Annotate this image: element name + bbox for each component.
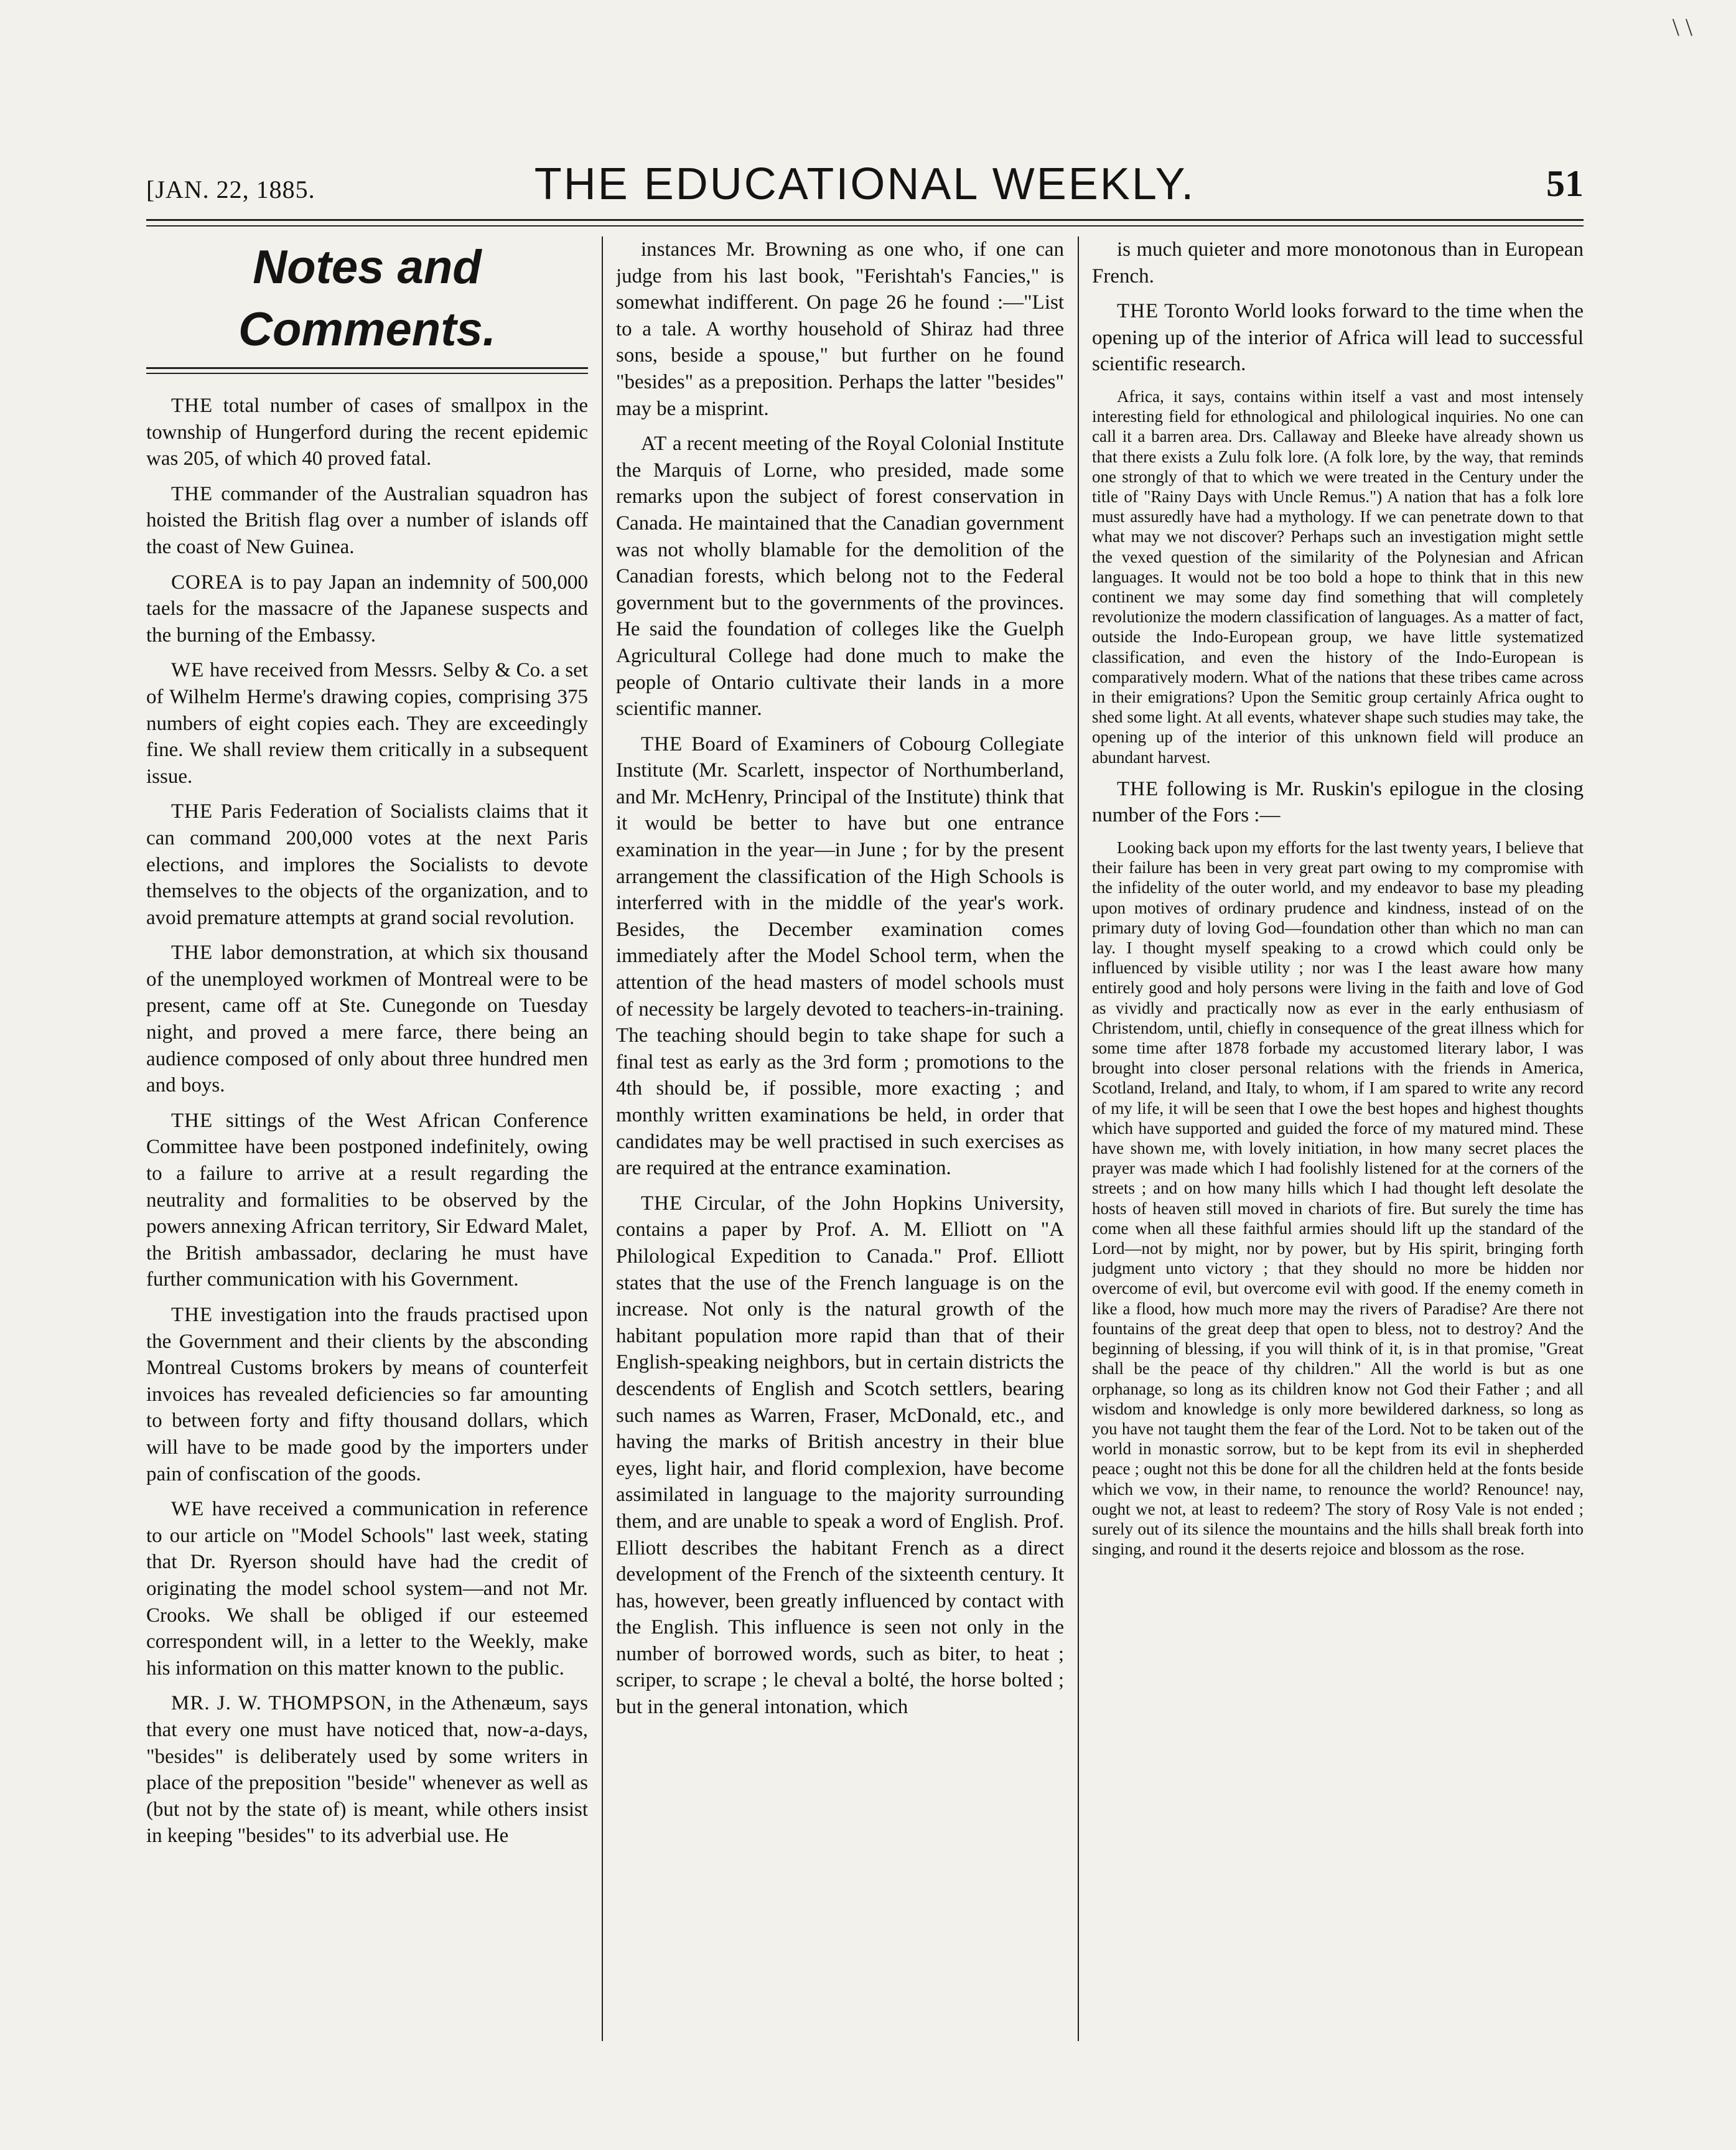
article-paragraph bbox=[616, 1190, 1064, 1721]
issue-date: [JAN. 22, 1885. bbox=[146, 175, 315, 203]
paragraph-lead: THE bbox=[171, 942, 213, 965]
article-paragraph bbox=[1092, 236, 1584, 289]
paragraph-text: is to pay Japan an indemnity of 500,000 taels for the massacre of the Japanese suspects and the burning of the Embassy. bbox=[146, 571, 588, 647]
article-paragraph bbox=[616, 731, 1064, 1182]
column-1 bbox=[146, 236, 588, 2103]
article-paragraph bbox=[146, 1108, 588, 1293]
paragraph-lead: THE bbox=[171, 395, 213, 417]
paragraph-text: have received a communication in reference to our article on "Model Schools" last week, stating that Dr. Ryerson should have had the credit of originating the model school system—and not Mr. Crooks. We shall be obliged if our esteemed correspondent will, in a letter to the Weekly, make his information on this matter known to the public. bbox=[146, 1498, 588, 1680]
article-paragraph bbox=[146, 657, 588, 790]
paragraph-text: in the Athenæum, says that every one must have noticed that, now-a-days, "besides" is deliberately used by some writers in place of the preposition "beside" whenever as well as (but not by the state of) is meant, while others insist in keeping "besides" to its adverbial use. He bbox=[146, 1692, 588, 1848]
paragraph-text: investigation into the frauds practised upon the Government and their clients by the absconding Montreal Customs brokers by means of counterfeit invoices has revealed deficiencies so far amounting to between forty and fifty thousand dollars, which will have to be made good by the importers under pain of confiscation of the goods. bbox=[146, 1304, 588, 1485]
article-paragraph bbox=[1092, 298, 1584, 378]
paragraph-text: instances Mr. Browning as one who, if one can judge from his last book, "Ferishtah's Fancies," is somewhat indifferent. On page 26 he found :—"List to a tale. A worthy household of Shiraz had three sons, beside a spouse," but further on he found "besides" as a preposition. Perhaps the latter "besides" may be a misprint. bbox=[616, 238, 1064, 420]
column-2 bbox=[616, 236, 1064, 2103]
column-1-body bbox=[146, 393, 588, 1849]
paragraph-text: is much quieter and more monotonous than in European French. bbox=[1092, 238, 1584, 287]
paragraph-lead: THE bbox=[171, 482, 213, 505]
section-heading: Notes and Comments. bbox=[146, 236, 588, 369]
paragraph-text: commander of the Australian squadron has hoisted the British flag over a number of islands off the coast of New Guinea. bbox=[146, 482, 588, 558]
article-paragraph bbox=[146, 481, 588, 561]
paragraph-lead: THE bbox=[1117, 300, 1159, 323]
column-divider bbox=[1078, 236, 1079, 2041]
paragraph-lead: WE bbox=[171, 1498, 205, 1521]
paragraph-text: following is Mr. Ruskin's epilogue in the closing number of the Fors :— bbox=[1092, 777, 1584, 827]
column-3-body bbox=[1092, 236, 1584, 378]
paragraph-lead: AT bbox=[641, 432, 668, 456]
paragraph-lead: COREA bbox=[171, 571, 244, 594]
article-paragraph bbox=[616, 236, 1064, 422]
paragraph-lead: THE bbox=[171, 1304, 213, 1326]
article-paragraph bbox=[146, 940, 588, 1099]
paragraph-lead: THE bbox=[171, 1109, 213, 1132]
paragraph-text: a recent meeting of the Royal Colonial Institute the Marquis of Lorne, who presided, made some remarks upon the subject of forest conservation in Canada. He maintained that the Canadian government was not wholly blamable for the demolition of the Canadian forests, which belong not to the Federal government but to the governments of the provinces. He said the foundation of colleges like the Guelph Agricultural College had done much to make the people of Ontario cultivate their lands in a more scientific manner. bbox=[616, 432, 1064, 721]
article-paragraph bbox=[616, 431, 1064, 722]
article-paragraph bbox=[146, 798, 588, 931]
page-number: 51 bbox=[1546, 163, 1584, 204]
corner-marks: \ \ bbox=[1672, 13, 1692, 41]
column-2-body bbox=[616, 236, 1064, 1721]
paragraph-text: sittings of the West African Conference Committee have been postponed indefinitely, owing to a failure to arrive at a result regarding the neutrality and formalities to be observed by the powers annexing African territory, Sir Edward Malet, the British ambassador, declaring he must have further communication with his Government. bbox=[146, 1109, 588, 1291]
article-paragraph bbox=[146, 393, 588, 472]
africa-quote: Africa, it says, contains within itself a vast and most intensely interesting field for ethnological and philological inquiries. No one can call it a barren area. Drs. Callaway and Bleeke have already shown us that there exists a Zulu folk lore. (A folk lore, by the way, that reminds one strongly of that to which we were treated in the Century under the title of "Rainy Days with Uncle Remus.") A nation that has a folk lore must assuredly have had a mythology. If we can penetrate down to that what may we not discover? Perhaps such an investigation might settle the vexed question of the similarity of the Polynesian and African languages. It would not be too bold a hope to think that in this new continent we may some day find something that will completely revolutionize the modern classification of languages. As a matter of fact, outside the Indo-European group, we have little systematized classification, and even the history of the Indo-European is comparatively modern. What of the nations that these tribes came across in their emigrations? Upon the Semitic group certainly Africa ought to shed some light. At all events, whatever shape such studies may take, the opening up of the interior of this unknown field will produce an abundant harvest. bbox=[1092, 386, 1584, 767]
page-header bbox=[146, 159, 1584, 215]
paragraph-text: Toronto World looks forward to the time when the opening up of the interior of Africa will lead to successful scientific research. bbox=[1092, 300, 1584, 376]
heading-rule bbox=[146, 373, 588, 374]
ruskin-quote: Looking back upon my efforts for the last twenty years, I believe that their failure has been in very great part owing to my compromise with the infidelity of the outer world, and my endeavor to base my pleading upon motives of ordinary prudence and kindness, instead of on the primary duty of loving God—foundation other than which no man can lay. I thought myself speaking to a crowd which could only be influenced by visible utility ; nor was I the least aware how many entirely good and holy persons were living in the faith and love of God as vividly and practically now as ever in the early enthusiasm of Christendom, until, chiefly in consequence of the great illness which for some time after 1878 forbade my accustomed literary labor, I was brought into closer personal relations with the friends in America, Scotland, Ireland, and Italy, to whom, if I am spared to write any record of my life, it will be seen that I owe the best hopes and highest thoughts which have supported and guided the force of my matured mind. These have shown me, with lovely initiation, in how many secret places the prayer was made which I had foolishly listened for at the corners of the streets ; and on how many hills which I had thought left desolate the hosts of heaven still moved in chariots of fire. But surely the time has come when all these faithful armies should lift up the standard of the Lord—not by might, nor by power, but by His spirit, bringing forth judgment unto victory ; that they should no more be hidden nor overcome of evil, but overcome evil with good. If the enemy cometh in like a flood, how much more may the rivers of Paradise? Are there not fountains of the great deep that open to bless, not to destroy? And the beginning of blessing, if you will think of it, is in that promise, "Great shall be the peace of thy children." All the world is but as one orphanage, so long as its children know not God their Father ; and all wisdom and knowledge is only more bewildered darkness, so long as you have not taught them the fear of the Lord. Not to be taken out of the world in monastic sorrow, but to be kept from its evil in shepherded peace ; ought not this be done for all the children held at the fonts beside which we vow, in their name, to renounce the world? Renounce! nay, ought we not, at least to redeem? The story of Rosy Vale is not ended ; surely out of its silence the mountains and the hills shall break forth into singing, and round it the deserts rejoice and blossom as the rose. bbox=[1092, 838, 1584, 1559]
paragraph-lead: MR. J. W. THOMPSON, bbox=[171, 1692, 393, 1715]
column-divider bbox=[602, 236, 603, 2041]
header-rule-secondary bbox=[146, 225, 1584, 227]
paragraph-text: labor demonstration, at which six thousand of the unemployed workmen of Montreal were to be present, came off at Ste. Cunegonde on Tuesday night, and proved a mere farce, there being an audience composed of only about three hundred men and boys. bbox=[146, 942, 588, 1097]
publication-title: THE EDUCATIONAL WEEKLY. bbox=[534, 159, 1196, 209]
paragraph-lead: THE bbox=[1117, 777, 1159, 800]
column-3 bbox=[1092, 236, 1584, 2103]
paragraph-lead: THE bbox=[641, 732, 683, 755]
header-rule bbox=[146, 219, 1584, 221]
paragraph-text: Paris Federation of Socialists claims that it can command 200,000 votes at the next Paris elections, and implores the Socialists to devote themselves to the objects of the organization, and to avoid premature attempts at grand social revolution. bbox=[146, 800, 588, 929]
article-paragraph bbox=[146, 569, 588, 649]
ruskin-intro bbox=[1092, 776, 1584, 829]
article-paragraph bbox=[146, 1690, 588, 1849]
article-paragraph bbox=[146, 1302, 588, 1487]
paragraph-text: Circular, of the John Hopkins University, contains a paper by Prof. A. M. Elliott on "A Philological Expedition to Canada." Prof. Elliott states that the use of the French language is on the increase. Not only is the natural growth of the habitant population more rapid than that of their English-speaking neighbors, but in certain districts the descendents of English and Scotch settlers, bearing such names as Warren, Fraser, McDonald, etc., and having the marks of British ancestry in their blue eyes, light hair, and florid complexion, have become assimilated in language to the majority surrounding them, and are unable to speak a word of English. Prof. Elliott describes the habitant French as a direct development of the French of the sixteenth century. It has, however, been greatly influenced by contact with the English. This influence is seen not only in the number of borrowed words, such as biter, to heat ; scriper, to scrape ; le cheval a bolté, the horse bolted ; but in the general intonation, which bbox=[616, 1192, 1064, 1719]
paragraph-lead: THE bbox=[641, 1192, 683, 1215]
article-paragraph bbox=[146, 1496, 588, 1681]
paragraph-lead: THE bbox=[171, 800, 213, 823]
paragraph-text: total number of cases of smallpox in the township of Hungerford during the recent epidemic was 205, of which 40 proved fatal. bbox=[146, 395, 588, 470]
paragraph-lead: WE bbox=[171, 659, 205, 682]
paragraph-text: Board of Examiners of Cobourg Collegiate Institute (Mr. Scarlett, inspector of Northumberland, and Mr. McHenry, Principal of the Institute) think that it would be better to have but one entrance examination in the year—in June ; for by the present arrangement the classification of the High Schools is interferred with in the middle of the year's work. Besides, the December examination comes immediately after the Model School term, when the attention of the head masters of model schools must of necessity be largely devoted to teachers-in-training. The teaching should begin to take shape for such a final test as early as the 3rd form ; promotions to the 4th should be, if possible, more exacting ; and monthly written examinations be held, in order that candidates may be well practised in such exercises as are required at the entrance examination. bbox=[616, 732, 1064, 1180]
paragraph-text: have received from Messrs. Selby & Co. a set of Wilhelm Herme's drawing copies, comprising 375 numbers of eight copies each. They are exceedingly fine. We shall review them critically in a subsequent issue. bbox=[146, 659, 588, 788]
